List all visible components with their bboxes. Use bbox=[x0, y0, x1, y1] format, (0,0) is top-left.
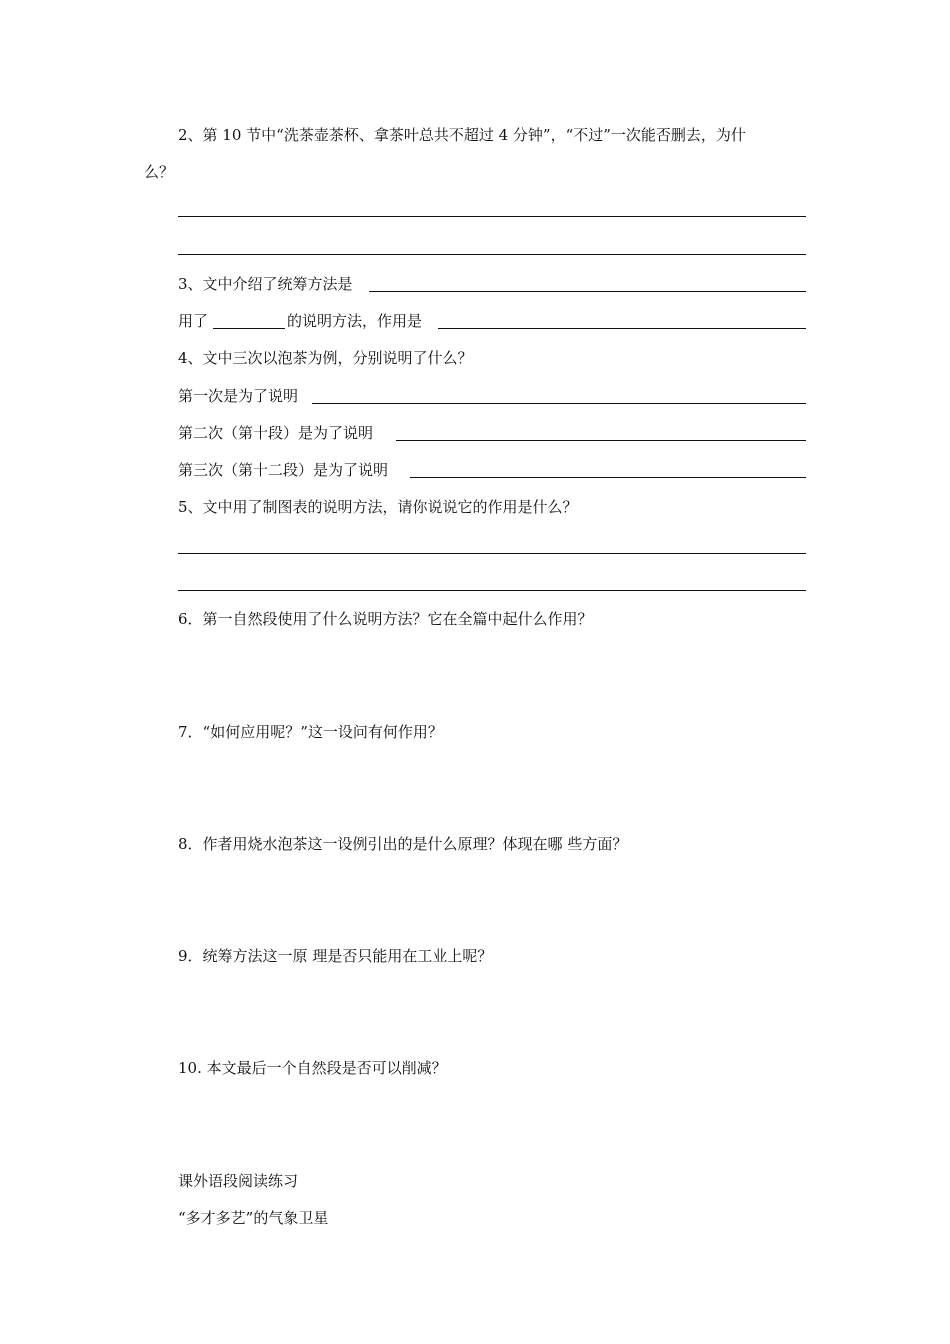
q2-answer-line-1[interactable] bbox=[178, 216, 806, 217]
q7-prompt: 7．“如何应用呢？”这一设问有何作用？ bbox=[178, 723, 443, 741]
q10-prompt: 10. 本文最后一个自然段是否可以削减？ bbox=[178, 1059, 447, 1077]
section-heading: 课外语段阅读练习 bbox=[178, 1172, 299, 1190]
q3-prompt-line1: 3、文中介绍了统筹方法是 bbox=[178, 275, 353, 293]
q4-prompt: 4、文中三次以泡茶为例，分别说明了什么？ bbox=[178, 349, 473, 367]
q4-first-label: 第一次是为了说明 bbox=[178, 387, 299, 405]
q4-third-label: 第三次（第十二段）是为了说明 bbox=[178, 461, 389, 479]
q3-prompt-line2a: 用了 bbox=[178, 312, 209, 330]
q2-answer-line-2[interactable] bbox=[178, 254, 806, 255]
q5-answer-line-1[interactable] bbox=[178, 553, 806, 554]
q2-prompt-line2: 么？ bbox=[144, 163, 175, 181]
q4-third-blank[interactable] bbox=[410, 477, 806, 478]
q3-prompt-line2b: 的说明方法，作用是 bbox=[287, 312, 423, 330]
q3-blank-explain-method[interactable] bbox=[213, 328, 285, 329]
q4-second-blank[interactable] bbox=[396, 440, 806, 441]
q4-first-blank[interactable] bbox=[312, 403, 806, 404]
q3-blank-method[interactable] bbox=[369, 291, 806, 292]
q5-prompt: 5、文中用了制图表的说明方法，请你说说它的作用是什么？ bbox=[178, 498, 578, 516]
q4-second-label: 第二次（第十段）是为了说明 bbox=[178, 424, 374, 442]
q3-blank-effect[interactable] bbox=[438, 328, 806, 329]
q9-prompt: 9．统筹方法这一原 理是否只能用在工业上呢？ bbox=[178, 947, 493, 965]
q5-answer-line-2[interactable] bbox=[178, 590, 806, 591]
q2-prompt-line1: 2、第 10 节中“洗茶壶茶杯、拿茶叶总共不超过 4 分钟”，“不过”一次能否删去，为什 bbox=[178, 126, 746, 144]
q6-prompt: 6．第一自然段使用了什么说明方法？它在全篇中起什么作用？ bbox=[178, 610, 593, 628]
section-title: “多才多艺”的气象卫星 bbox=[178, 1209, 329, 1227]
q8-prompt: 8．作者用烧水泡茶这一设例引出的是什么原理？体现在哪 些方面？ bbox=[178, 835, 628, 853]
